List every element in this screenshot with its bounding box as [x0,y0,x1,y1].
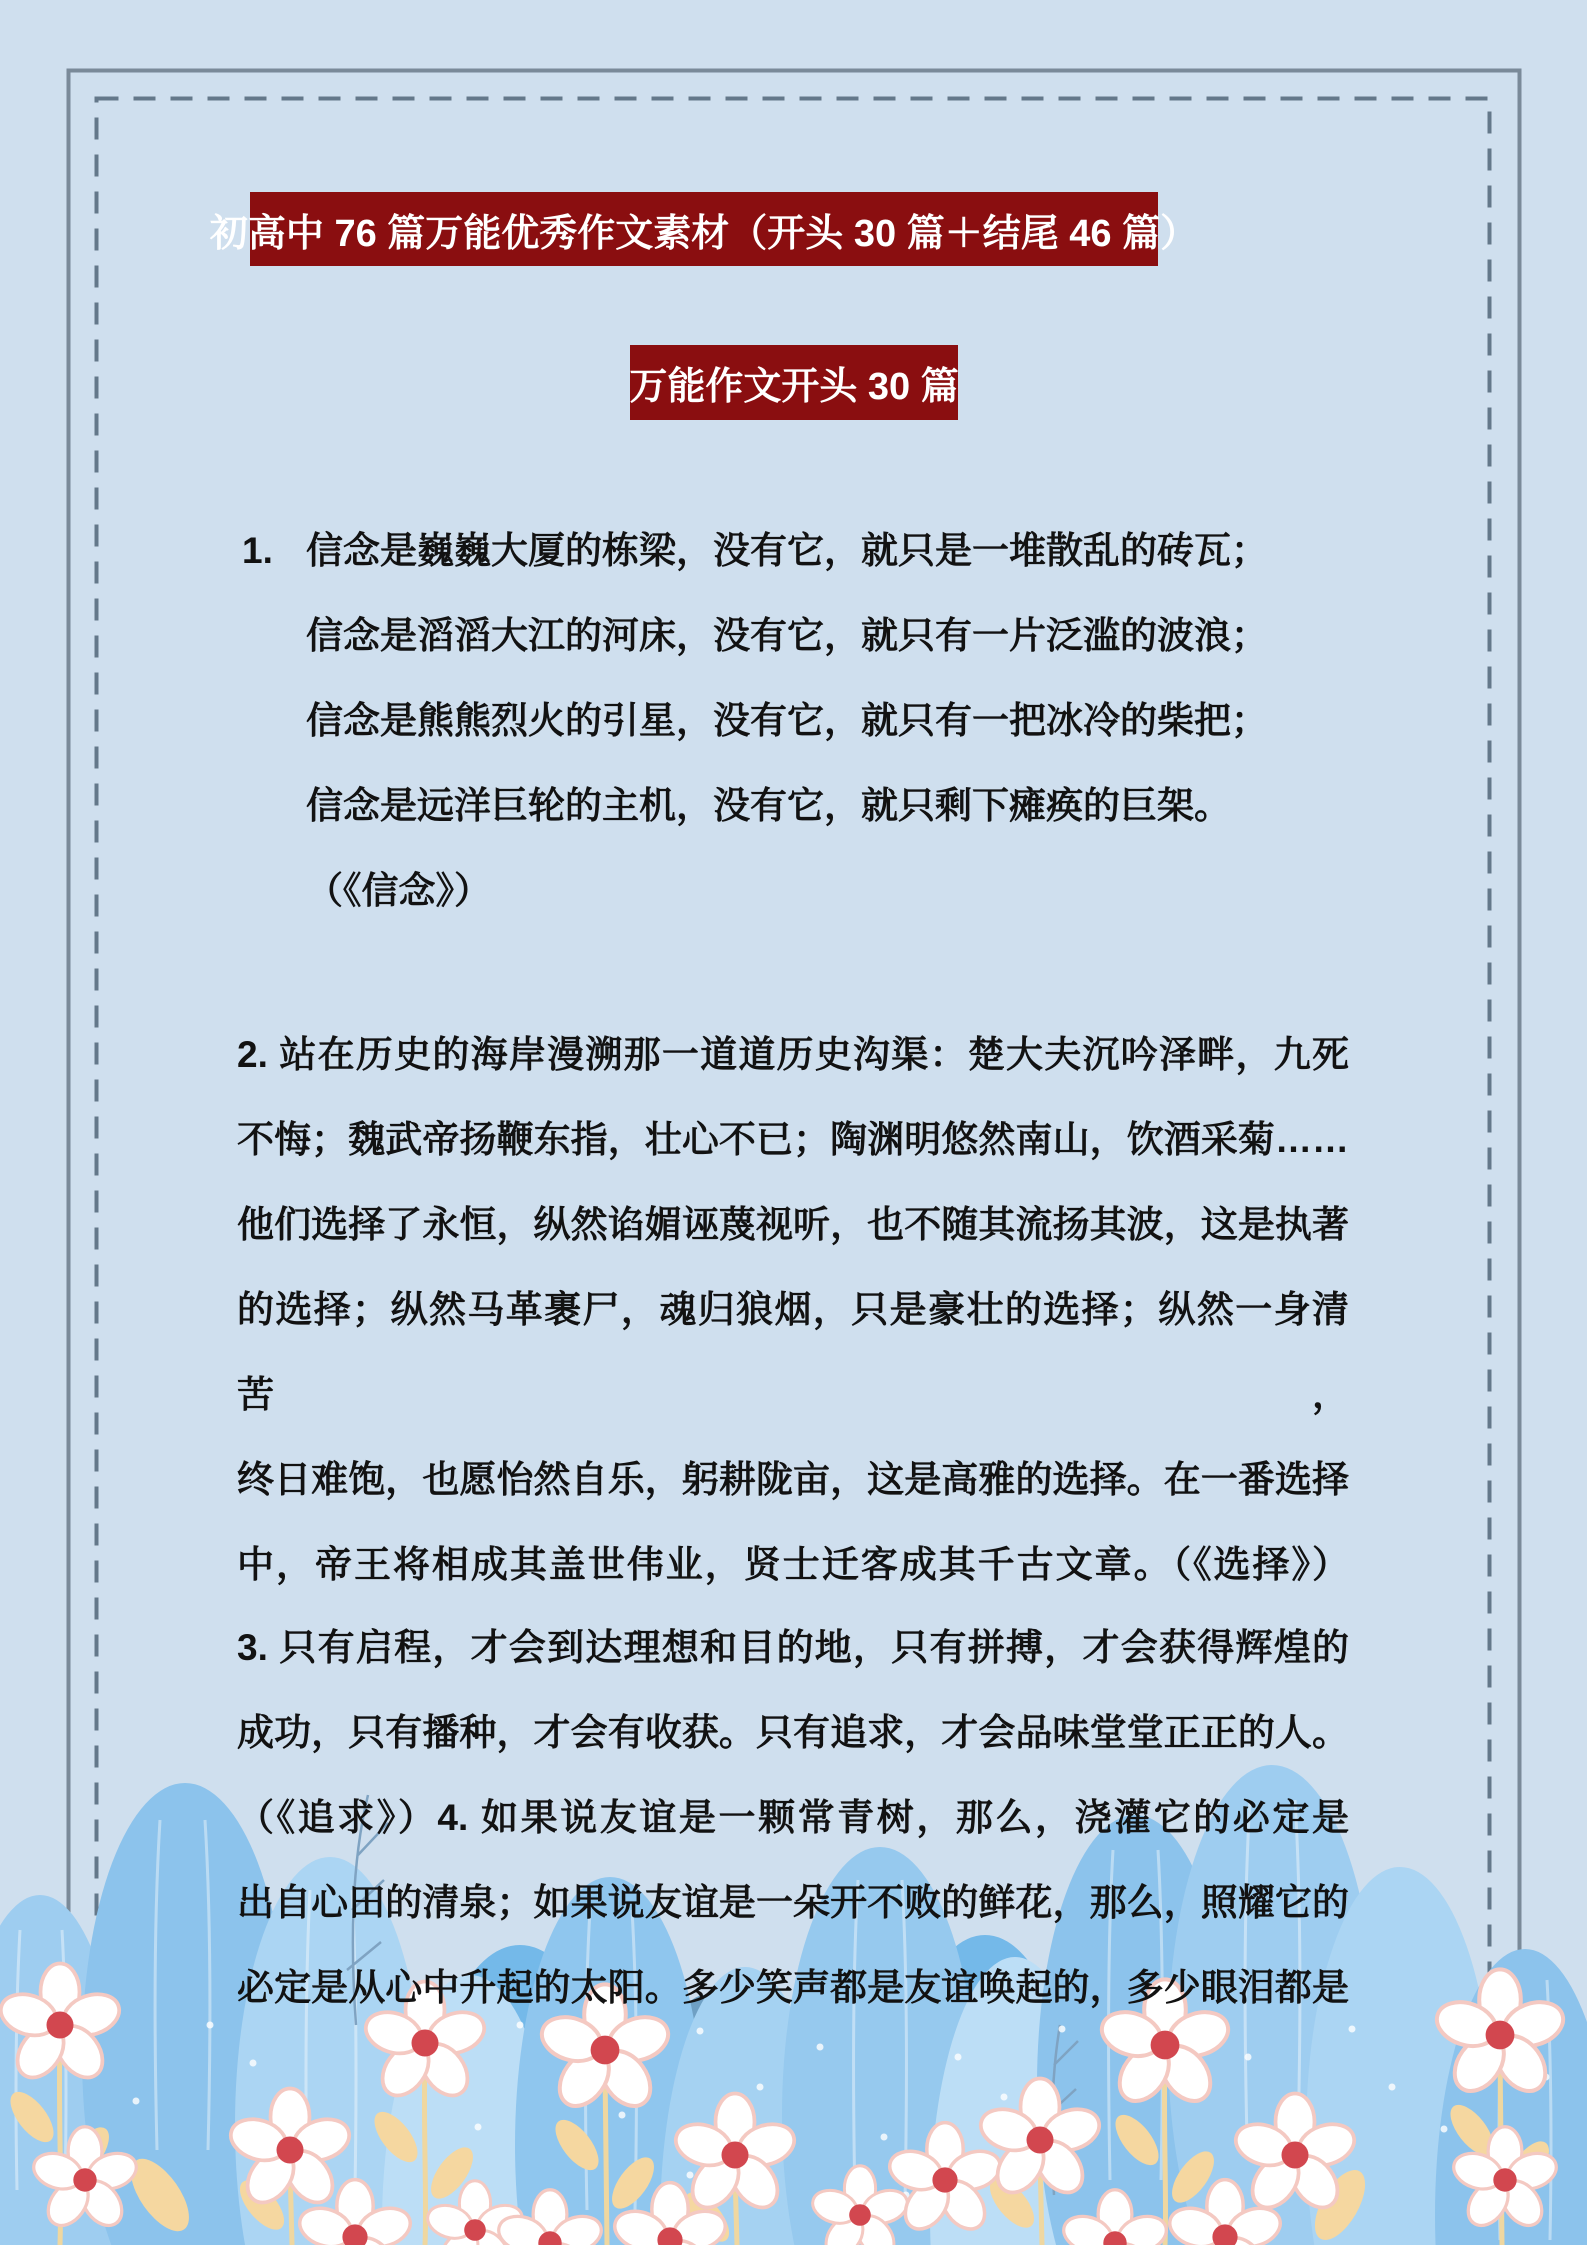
line-text: 信念是巍巍大厦的栋梁，没有它，就只是一堆散乱的砖瓦； [306,530,1268,571]
paragraph-3 [237,1605,1349,2030]
page-title: 初高中 76 篇万能优秀作文素材（开头 30 篇＋结尾 46 篇） [250,192,1158,266]
section-subtitle: 万能作文开头 30 篇 [630,345,958,420]
paragraph-line: 必定是从心中升起的太阳。多少笑声都是友谊唤起的，多少眼泪都是 [237,1967,1349,2008]
paragraph-line: 信念是熊熊烈火的引星，没有它，就只有一把冰冷的柴把； [306,700,1268,741]
paragraph-line: 出自心田的清泉；如果说友谊是一朵开不败的鲜花，那么，照耀它的 [237,1882,1349,1923]
paragraph-line: 信念是滔滔大江的河床，没有它，就只有一片泛滥的波浪； [306,615,1268,656]
paragraph-line: 信念是远洋巨轮的主机，没有它，就只剩下瘫痪的巨架。 [306,785,1231,826]
paragraph-line: 2. 站在历史的海岸漫溯那一道道历史沟渠：楚大夫沉吟泽畔，九死 [237,1034,1349,1075]
paragraph-line: 不悔；魏武帝扬鞭东指，壮心不已；陶渊明悠然南山，饮酒采菊…… [237,1119,1349,1160]
paragraph-2 [237,1012,1349,1607]
list-number: 1. [242,530,273,571]
paragraph-line: 他们选择了永恒，纵然谄媚诬蔑视听，也不随其流扬其波，这是执著 [237,1204,1349,1245]
paragraph-line: 终日难饱，也愿怡然自乐，躬耕陇亩，这是高雅的选择。在一番选择 [237,1459,1349,1500]
paragraph-line: 成功，只有播种，才会有收获。只有追求，才会品味堂堂正正的人。 [237,1712,1349,1753]
paragraph-line: 的选择；纵然马革裹尸，魂归狼烟，只是豪壮的选择；纵然一身清苦， [237,1289,1349,1415]
paragraph-line: 3. 只有启程，才会到达理想和目的地，只有拼搏，才会获得辉煌的 [237,1627,1349,1668]
paragraph-1 [242,508,1362,933]
paragraph-line: 中，帝王将相成其盖世伟业，贤士迁客成其千古文章。（《选择》） [237,1544,1349,1585]
paragraph-line: （《追求》）4. 如果说友谊是一颗常青树，那么，浇灌它的必定是 [237,1797,1349,1838]
paragraph-line [242,508,1362,593]
source-label: （《信念》） [306,870,491,911]
